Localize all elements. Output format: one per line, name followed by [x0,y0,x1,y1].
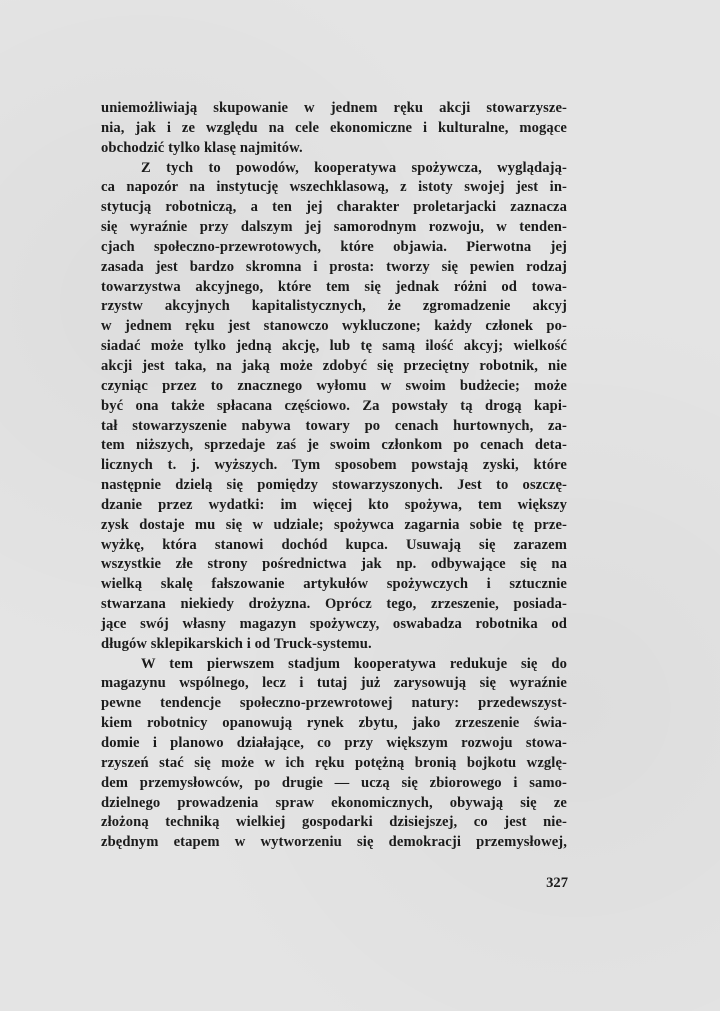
text-line: wszystkie złe strony pośrednictwa jak np. odbywające się na [101,556,567,573]
text-line: następnie dzielą się pomiędzy stowarzyszonych. Jest to oszczę- [101,477,567,494]
text-line: akcji jest taka, na jaką może zdobyć się przeciętny robotnik, nie [101,357,567,374]
text-line: złożoną techniką wielkiej gospodarki dzisiejszej, co jest nie- [101,814,567,831]
text-line: W tem pierwszem stadjum kooperatywa redukuje się do [141,655,567,672]
text-line: wyżkę, która stanowi dochód kupca. Usuwają się zarazem [101,536,567,553]
text-line: domie i planowo działające, co przy większym rozwoju stowa- [101,735,567,751]
text-line: stytucją robotniczą, a ten jej charakter proletarjacki zaznacza [101,199,567,216]
text-line: cjach społeczno-przewrotowych, które objawia. Pierwotna jej [101,238,567,255]
text-line: rzyszeń stać się może w ich ręku potężną bronią bojkotu wzglę- [101,754,567,771]
text-line: siadać może tylko jedną akcję, lub tę samą ilość akcyj; wielkość [101,338,567,355]
page-number: 327 [546,875,568,891]
text-line: jące swój własny magazyn spożywczy, oswabadza robotnika od [101,615,567,632]
text-line: licznych t. j. wyższych. Tym sposobem powstają zyski, które [101,457,567,474]
text-line: być ona także spłacana częściowo. Za powstały tą drogą kapi- [101,397,567,414]
text-line: wielką skalę fałszowanie artykułów spożywczych i sztucznie [101,576,567,593]
text-line: nia, jak i ze względu na cele ekonomiczne i kulturalne, mogące [101,119,567,136]
text-line: zbędnym etapem w wytworzeniu się demokracji przemysłowej, [101,834,567,851]
text-line: dzanie przez wydatki: im więcej kto spożywa, tem większy [101,496,567,513]
text-line: tał stowarzyszenie nabywa towary po cenach hurtownych, za- [101,417,567,434]
text-line: kiem robotnicy opanowują rynek zbytu, jako zrzeszenie świa- [101,715,567,732]
text-line: długów sklepikarskich i od Truck-systemu. [101,635,372,652]
text-line: zysk dostaje mu się w udziale; spożywca zagarnia sobie tę prze- [101,516,567,533]
text-line: uniemożliwiają skupowanie w jednem ręku akcji stowarzysze- [101,100,567,116]
text-line: magazynu wspólnego, lecz i tutaj już zarysowują się wyraźnie [101,675,567,692]
text-line: dzielnego prowadzenia spraw ekonomicznych, obywają się ze [101,794,567,811]
body-text [101,99,567,853]
text-line: czyniąc przez to znacznego wyłomu w swoim budżecie; może [101,377,567,394]
text-line: zasada jest bardzo skromna i prosta: tworzy się pewien rodzaj [101,258,567,275]
text-line: ca napozór na instytucję wszechklasową, z istoty swojej jest in- [101,179,567,196]
text-line: dem przemysłowców, po drugie — uczą się zbiorowego i samo- [101,774,567,791]
text-line: Z tych to powodów, kooperatywa spożywcza, wyglądają- [141,159,567,176]
text-line: w jednem ręku jest stanowczo wykluczone; każdy członek po- [101,318,567,335]
text-line: pewne tendencje społeczno-przewrotowej natury: przedewszyst- [101,695,567,712]
text-line: tem niższych, sprzedaje zaś je swoim członkom po cenach deta- [101,437,567,454]
text-line: rzystw akcyjnych kapitalistycznych, że zgromadzenie akcyj [101,298,567,315]
text-line: się wyraźnie przy dalszym jej samorodnym rozwoju, w tenden- [101,219,567,236]
text-line: stwarzana niekiedy drożyzna. Oprócz tego, zrzeszenie, posiada- [101,596,567,613]
text-line: obchodzić tylko klasę najmitów. [101,139,303,156]
text-line: towarzystwa akcyjnego, które tem się jednak różni od towa- [101,278,567,295]
